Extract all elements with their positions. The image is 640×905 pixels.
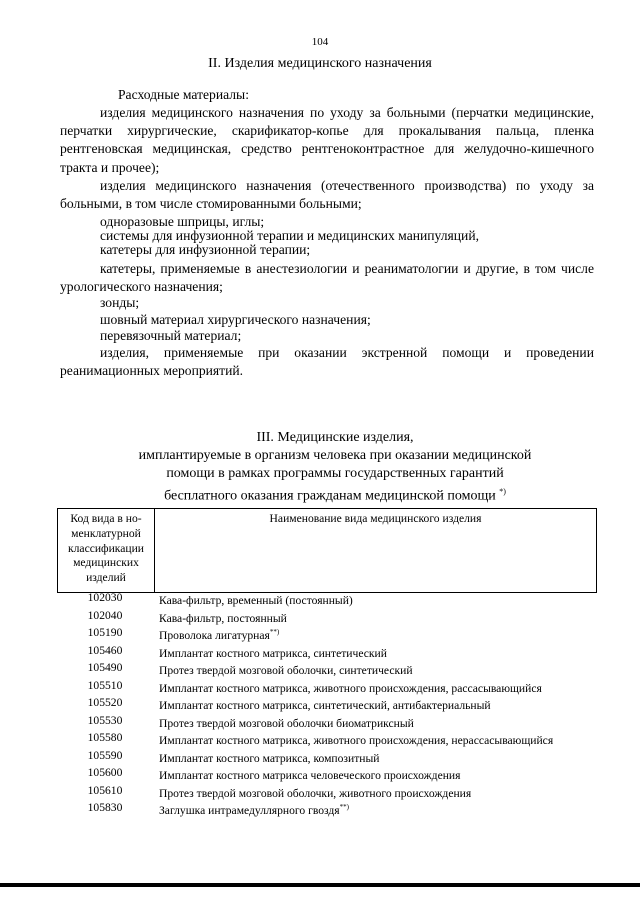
row-name: Имплантат костного матрикса, композитный (159, 751, 380, 765)
table-row (57, 659, 617, 677)
row-name: Имплантат костного матрикса человеческого происхождения (159, 768, 461, 782)
list-item: изделия медицинского назначения по уходу за больными (перчатки медицинские, перчатки хирургические, скарификатор-копье для прокалывания пальца, пленка рентгеновская медицинская, средство рентгеноконтрастное для желудочно-кишечного тракта и прочее); (60, 105, 594, 175)
consumables-intro: Расходные материалы: (118, 87, 249, 102)
row-code: 105830 (87, 801, 123, 814)
table-row (57, 712, 617, 730)
table-row (57, 624, 617, 642)
table-row (57, 607, 617, 625)
list-item: изделия, применяемые при оказании экстренной помощи и проведении реанимационных мероприятий. (60, 345, 594, 379)
row-name: Проволока лигатурная**) (159, 628, 280, 642)
table-row (57, 677, 617, 695)
list-item: одноразовые шприцы, иглы; (100, 214, 265, 229)
row-name: Протез твердой мозговой оболочки, синтетический (159, 663, 413, 677)
table-row (57, 799, 617, 817)
list-item: перевязочный материал; (100, 328, 242, 343)
table-row (57, 782, 617, 800)
row-name: Кава-фильтр, временный (постоянный) (159, 593, 353, 607)
row-code: 105510 (87, 678, 123, 692)
page-number: 104 (311, 36, 329, 48)
row-code: 105190 (87, 626, 123, 639)
row-name: Заглушка интрамедуллярного гвоздя**) (159, 803, 349, 817)
list-item: катетеры, применяемые в анестезиологии и реаниматологии и другие, в том числе урологического назначения; (60, 261, 594, 295)
row-code: 105610 (87, 783, 123, 797)
row-code: 105600 (87, 766, 123, 779)
section-2-heading: II. Изделия медицинского назначения (208, 56, 432, 71)
list-item: шовный материал хирургического назначения; (100, 312, 371, 327)
list-item: системы для инфузионной терапии и медицинских манипуляций, (100, 228, 480, 243)
table-row (57, 764, 617, 782)
list-item: изделия медицинского назначения (отечественного производства) по уходу за больными, в том числе стомированными больными; (60, 178, 594, 212)
table-row (57, 729, 617, 747)
list-item: зонды; (100, 295, 140, 310)
row-code: 105530 (87, 713, 123, 727)
row-name: Имплантат костного матрикса, животного происхождения, рассасывающийся (159, 681, 542, 695)
table-row (57, 589, 617, 607)
row-code: 102030 (87, 591, 123, 604)
row-name: Имплантат костного матрикса, синтетический (159, 646, 387, 660)
section-3-title-text: бесплатного оказания гражданам медицинской помощи (164, 488, 496, 504)
bottom-scan-edge (0, 883, 640, 887)
row-code: 105580 (87, 731, 123, 744)
row-code: 105460 (87, 643, 123, 657)
row-name: Протез твердой мозговой оболочки, животного происхождения (159, 786, 472, 800)
section-3-title-line: помощи в рамках программы государственных гарантий (166, 466, 504, 481)
section-3-title-line: имплантируемые в организм человека при оказании медицинской (138, 448, 532, 463)
row-code: 105520 (87, 696, 123, 709)
section-3-title-line-last (60, 482, 610, 506)
row-code: 105490 (87, 661, 123, 674)
row-name: Протез твердой мозговой оболочки биоматриксный (159, 716, 414, 730)
title-footnote-mark: *) (499, 487, 506, 496)
row-name: Кава-фильтр, постоянный (159, 611, 287, 625)
name-column-header: Наименование вида медицинского изделия (155, 509, 597, 593)
row-name: Имплантат костного матрикса, животного происхождения, нерассасывающийся (159, 733, 554, 747)
table-row (57, 642, 617, 660)
implants-table-header (57, 508, 597, 593)
row-code: 105590 (87, 748, 123, 762)
section-3-title-line: III. Медицинские изделия, (256, 430, 414, 445)
row-code: 102040 (87, 608, 123, 622)
list-item: катетеры для инфузионной терапии; (100, 242, 311, 257)
table-row (57, 747, 617, 765)
row-name: Имплантат костного матрикса, синтетический, антибактериальный (159, 698, 491, 712)
table-row (57, 694, 617, 712)
code-column-header: Код вида в но- менклатурной классификации медицинских изделий (58, 509, 155, 593)
implants-table-body (57, 589, 617, 817)
